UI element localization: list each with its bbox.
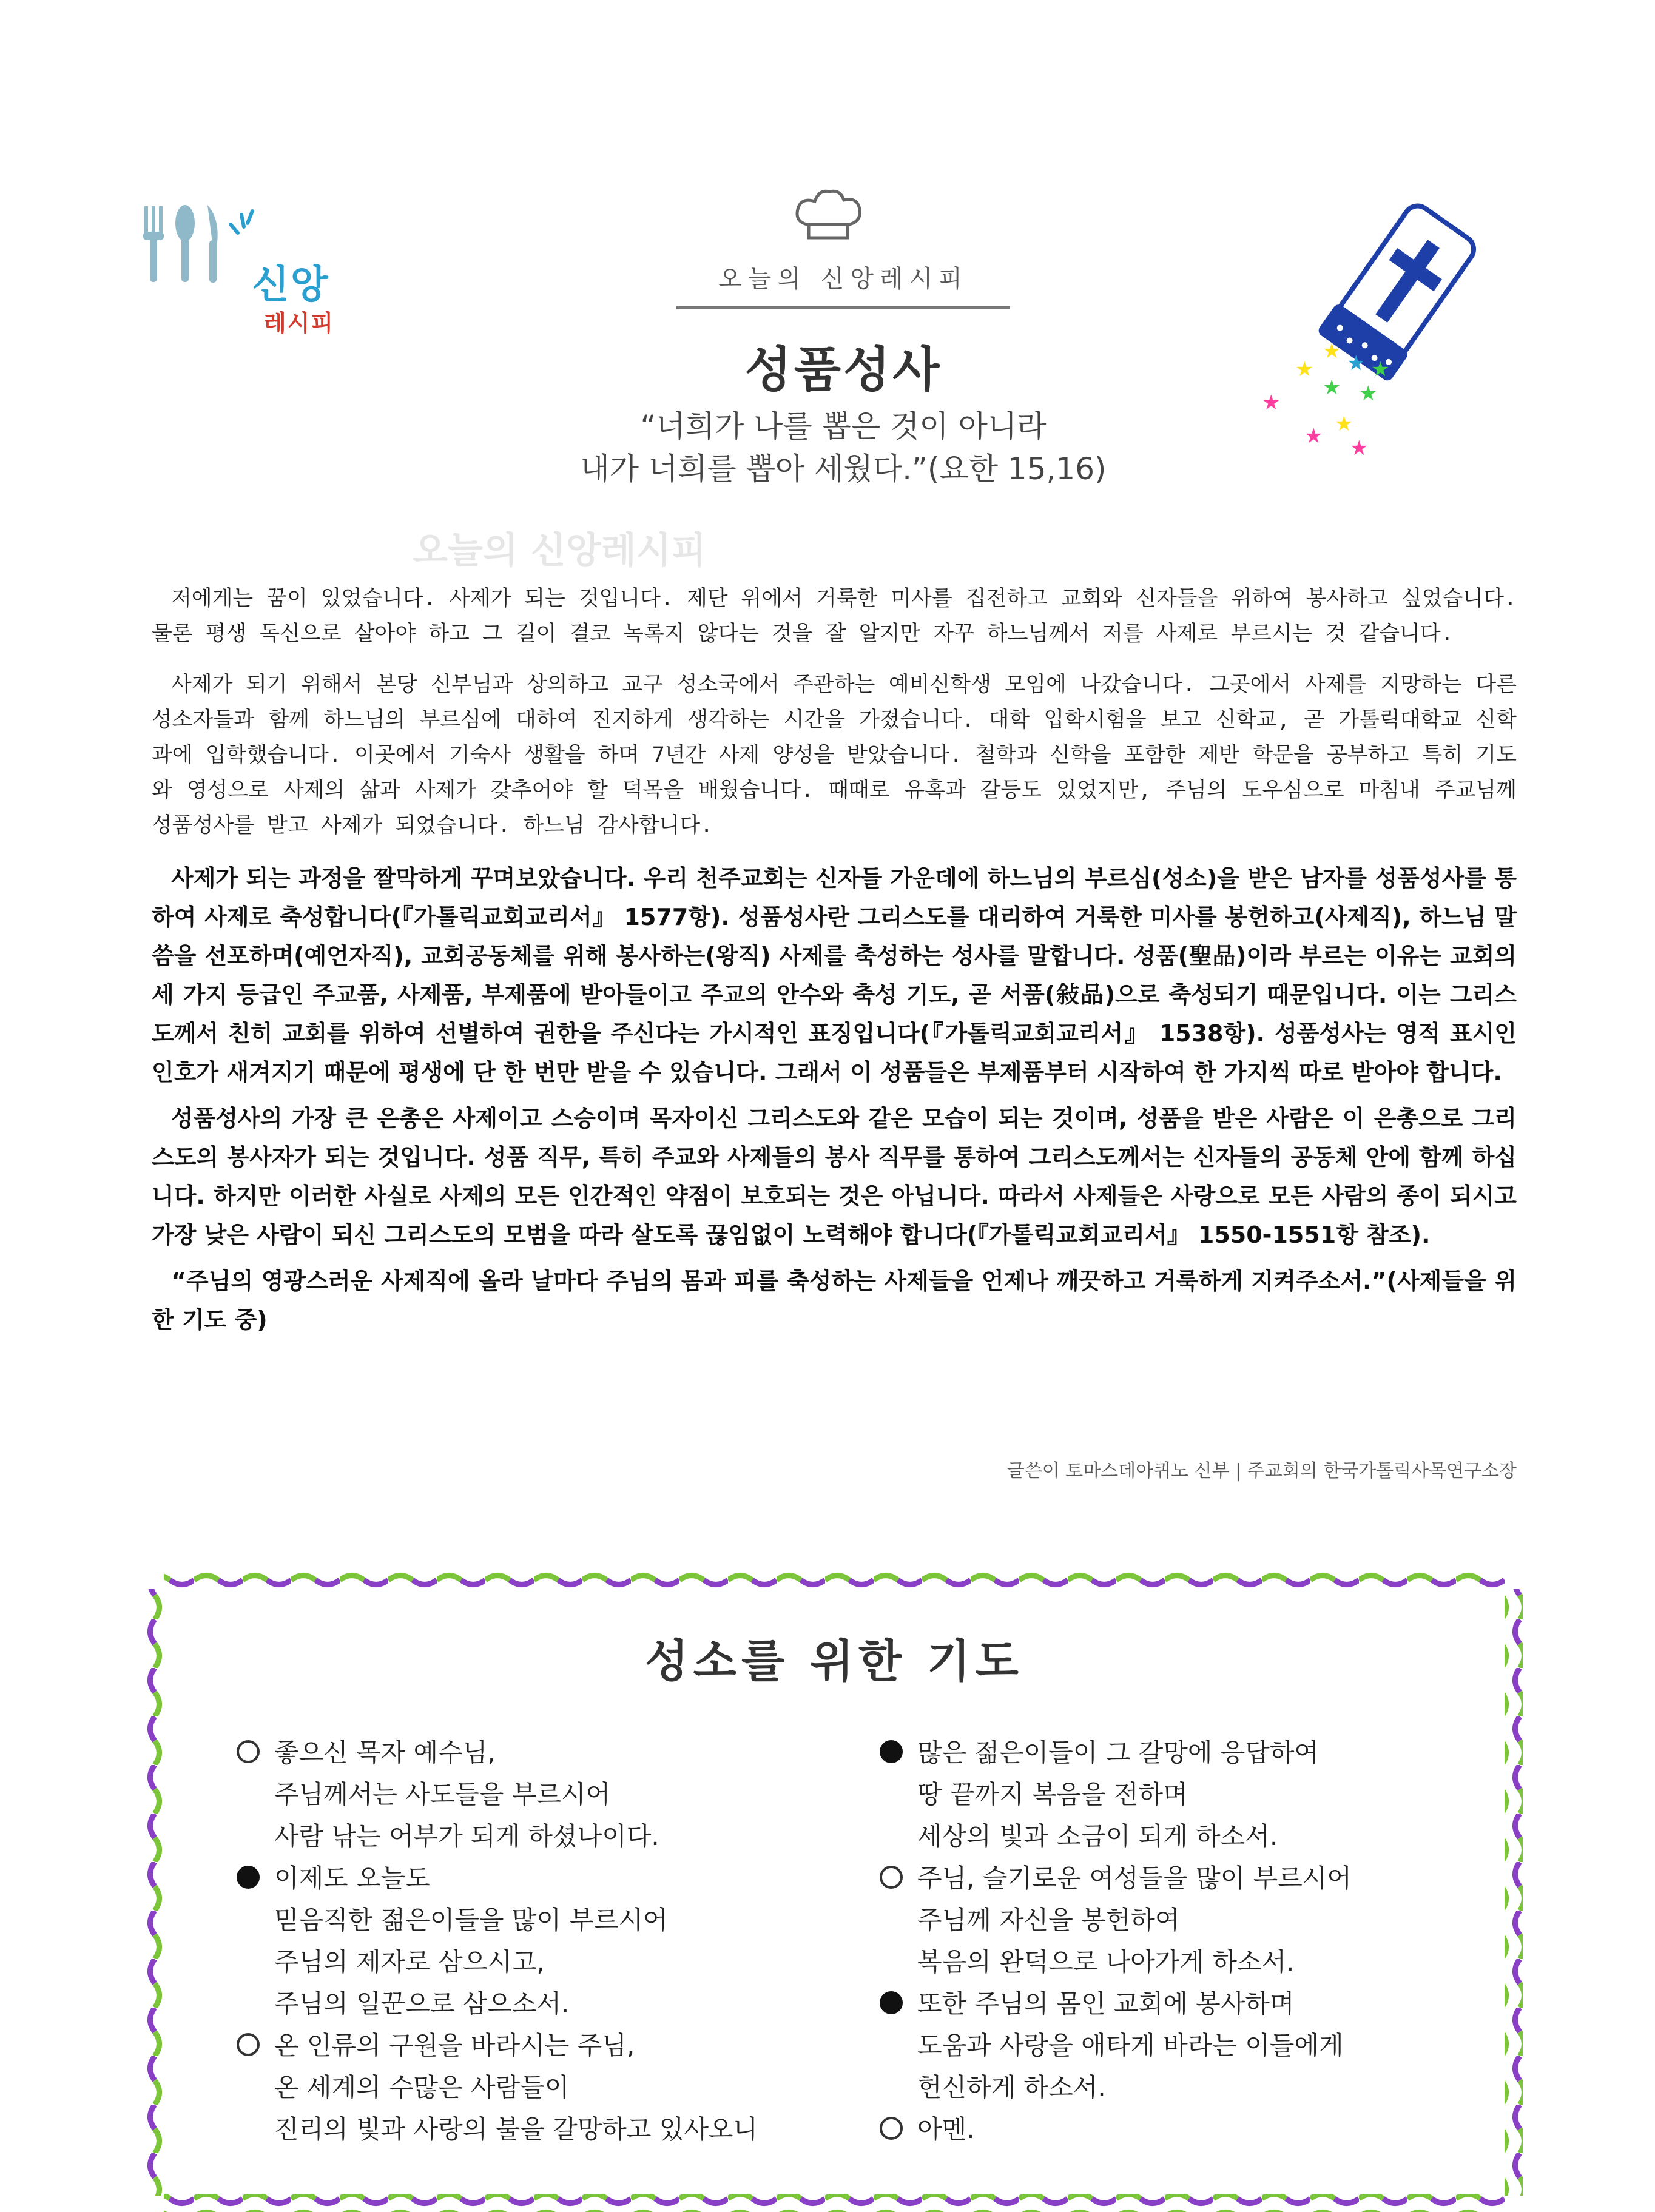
prayer-stanza xyxy=(237,1732,849,1857)
cutlery-icon xyxy=(140,200,255,285)
open-circle-icon xyxy=(880,2117,903,2140)
svg-text:★: ★ xyxy=(1350,436,1369,460)
filled-circle-icon xyxy=(880,1991,903,2014)
prayer-line: 세상의 빛과 소금이 되게 하소서. xyxy=(917,1821,1278,1851)
prayer-stanza xyxy=(237,1857,849,2025)
series-title: 오늘의 신앙레시피 xyxy=(718,265,968,293)
prayer-line: 사람 낚는 어부가 되게 하셨나이다. xyxy=(274,1821,659,1851)
open-circle-icon xyxy=(237,2033,260,2056)
prayer-line: 주님께 자신을 봉헌하여 xyxy=(917,1905,1180,1935)
prayer-stanza xyxy=(880,1857,1486,1983)
prayer-line: 복음의 완덕으로 나아가게 하소서. xyxy=(917,1947,1295,1977)
prayer-line: 주님의 일꾼으로 삼으소서. xyxy=(274,1989,570,2019)
paragraph-5: “주님의 영광스러운 사제직에 올라 날마다 주님의 몸과 피를 축성하는 사제들을 언제나 깨끗하고 거룩하게 지켜주소서.”(사제들을 위한 기도 중) xyxy=(152,1268,1517,1333)
prayer-line: 헌신하게 하소서. xyxy=(917,2072,1106,2102)
prayer-line: 또한 주님의 몸인 교회에 봉사하며 xyxy=(917,1989,1295,2019)
prayer-line: 온 인류의 구원을 바라시는 주님, xyxy=(274,2031,635,2060)
prayer-line: 주님, 슬기로운 여성들을 많이 부르시어 xyxy=(917,1863,1352,1893)
quote-line-2: 내가 너희를 뽑아 세웠다.”(요한 15,16) xyxy=(580,451,1107,486)
prayer-line: 도움과 사랑을 애타게 바라는 이들에게 xyxy=(917,2031,1344,2060)
prayer-line: 믿음직한 젊은이들을 많이 부르시어 xyxy=(274,1905,668,1935)
svg-text:★: ★ xyxy=(1323,375,1341,400)
logo-title: 신앙 xyxy=(252,263,329,308)
prayer-line: 많은 젊은이들이 그 갈망에 응답하여 xyxy=(917,1738,1319,1767)
prayer-line: 주님께서는 사도들을 부르시어 xyxy=(274,1780,611,1809)
prayer-line: 땅 끝까지 복음을 전하며 xyxy=(917,1780,1188,1809)
prayer-line: 진리의 빛과 사랑의 불을 갈망하고 있사오니 xyxy=(274,2114,758,2144)
svg-text:★: ★ xyxy=(1347,351,1366,375)
logo-subtitle: 레시피 xyxy=(264,310,335,337)
prayer-stanza xyxy=(880,2108,1486,2150)
prayer-stanza xyxy=(880,1983,1486,2108)
prayer-title: 성소를 위한 기도 xyxy=(645,1635,1023,1687)
prayer-column-right xyxy=(880,1732,1486,2150)
paragraph-4: 성품성사의 가장 큰 은총은 사제이고 스승이며 목자이신 그리스도와 같은 모습이 되는 것이며, 성품을 받은 사람은 이 은총으로 그리스도의 봉사자가 되는 것입니다. 성품 직무, 특히 주교와 사제들의 봉사 직무를 통하여 그리스도께서는 신자들의 공동체 안에 함께 하십니다. 하지만 이러한 사실로 사제의 모든 인간적인 약점이 보호되는 것은 아닙니다. 따라서 사제들은 사랑으로 모든 사람의 종이 되시고 가장 낮은 사람이 되신 그리스도의 모범을 따라 살도록 끊임없이 노력해야 합니다(『가톨릭교회교리서』 1550-1551항 참조). xyxy=(152,1105,1517,1248)
chef-hat-icon xyxy=(792,188,865,249)
prayer-box xyxy=(146,1571,1523,2212)
salt-shaker-illustration xyxy=(1238,194,1529,473)
svg-text:★: ★ xyxy=(1262,391,1281,415)
svg-text:★: ★ xyxy=(1371,357,1390,382)
filled-circle-icon xyxy=(880,1740,903,1763)
prayer-line: 이제도 오늘도 xyxy=(274,1863,430,1893)
filled-circle-icon xyxy=(237,1866,260,1889)
ghost-bleed-text: 오늘의 신앙레시피 xyxy=(413,529,707,572)
prayer-line: 온 세계의 수많은 사람들이 xyxy=(274,2072,570,2102)
author-credit: 글쓴이 토마스데아퀴노 신부 | 주교회의 한국가톨릭사목연구소장 xyxy=(1006,1461,1517,1482)
page-title: 성품성사 xyxy=(744,341,942,398)
recipe-logo xyxy=(140,200,370,340)
svg-text:★: ★ xyxy=(1359,382,1378,406)
prayer-stanza xyxy=(880,1732,1486,1857)
prayer-line: 주님의 제자로 삼으시고, xyxy=(274,1947,545,1977)
paragraph-1: 저에게는 꿈이 있었습니다. 사제가 되는 것입니다. 제단 위에서 거룩한 미사를 집전하고 교회와 신자들을 위하여 봉사하고 싶었습니다. 물론 평생 독신으로 살아야 하고 그 길이 결코 녹록지 않다는 것을 잘 알지만 자꾸 하느님께서 저를 사제로 부르시는 것 같습니다. xyxy=(152,587,1517,646)
quote-line-1: “너희가 나를 뽑은 것이 아니라 xyxy=(640,409,1047,444)
prayer-line: 좋으신 목자 예수님, xyxy=(274,1738,496,1767)
scripture-quote xyxy=(473,405,1213,490)
svg-text:★: ★ xyxy=(1295,357,1314,382)
svg-text:★: ★ xyxy=(1323,339,1341,363)
header-divider xyxy=(676,306,1010,309)
open-circle-icon xyxy=(237,1740,260,1763)
article-body xyxy=(152,581,1517,1346)
svg-text:★: ★ xyxy=(1304,424,1323,448)
svg-text:★: ★ xyxy=(1335,412,1353,436)
paragraph-2: 사제가 되기 위해서 본당 신부님과 상의하고 교구 성소국에서 주관하는 예비신학생 모임에 나갔습니다. 그곳에서 사제를 지망하는 다른 성소자들과 함께 하느님의 부르심에 대하여 진지하게 생각하는 시간을 가졌습니다. 대학 입학시험을 보고 신학교, 곧 가톨릭대학교 신학과에 입학했습니다. 이곳에서 기숙사 생활을 하며 7년간 사제 양성을 받았습니다. 철학과 신학을 포함한 제반 학문을 공부하고 특히 기도와 영성으로 사제의 삶과 사제가 갖추어야 할 덕목을 배웠습니다. 때때로 유혹과 갈등도 있었지만, 주님의 도우심으로 마침내 주교님께 성품성사를 받고 사제가 되었습니다. 하느님 감사합니다. xyxy=(152,673,1517,838)
prayer-column-left xyxy=(237,1732,849,2150)
open-circle-icon xyxy=(880,1866,903,1889)
prayer-line: 아멘. xyxy=(917,2114,975,2144)
prayer-stanza xyxy=(237,2025,849,2150)
paragraph-3: 사제가 되는 과정을 짤막하게 꾸며보았습니다. 우리 천주교회는 신자들 가운데에 하느님의 부르심(성소)을 받은 남자를 성품성사를 통하여 사제로 축성합니다(『가톨릭교회교리서』 1577항). 성품성사란 그리스도를 대리하여 거룩한 미사를 봉헌하고(사제직), 하느님 말씀을 선포하며(예언자직), 교회공동체를 위해 봉사하는(왕직) 사제를 축성하는 성사를 말합니다. 성품(聖品)이라 부르는 이유는 교회의 세 가지 등급인 주교품, 사제품, 부제품에 받아들이고 주교의 안수와 축성 기도, 곧 서품(敍品)으로 축성되기 때문입니다. 이는 그리스도께서 친히 교회를 위하여 선별하여 권한을 주신다는 가시적인 표징입니다(『가톨릭교회교리서』 1538항). 성품성사는 영적 표시인 인호가 새겨지기 때문에 평생에 단 한 번만 받을 수 있습니다. 그래서 이 성품들은 부제품부터 시작하여 한 가지씩 따로 받아야 합니다. xyxy=(152,865,1517,1086)
